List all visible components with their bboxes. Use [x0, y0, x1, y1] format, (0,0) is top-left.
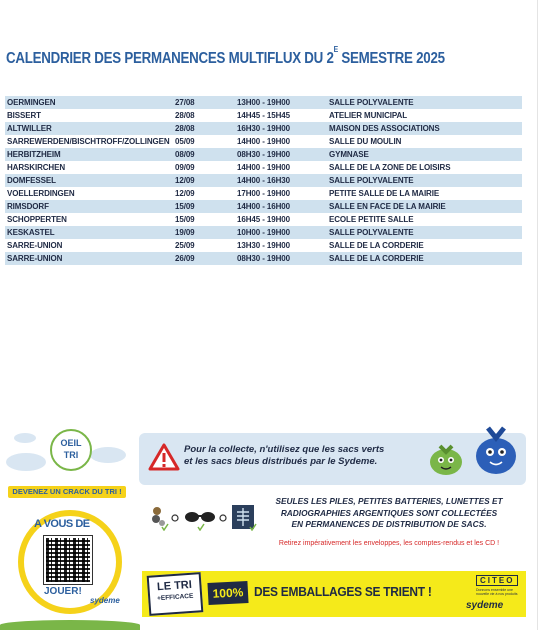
schedule-date: 09/09 — [173, 161, 235, 174]
grass-decoration — [0, 620, 140, 630]
qr-code-icon[interactable] — [44, 536, 92, 584]
schedule-date: 12/09 — [173, 187, 235, 200]
schedule-hours: 10H00 - 19H00 — [235, 226, 327, 239]
schedule-row — [5, 252, 522, 265]
retirez-warning: Retirez impérativement les enveloppes, les comptes-rendus et les CD ! — [278, 540, 500, 547]
title-superscript: E — [333, 45, 338, 54]
notice-line-1: Pour la collecte, n'utilisez que les sacs verts — [184, 444, 385, 455]
schedule-hours: 16H45 - 19H00 — [235, 213, 327, 226]
cloud-icon — [90, 447, 126, 463]
avous-title: A VOUS DE — [34, 518, 90, 530]
schedule-table — [5, 96, 522, 265]
schedule-city: BISSERT — [5, 109, 173, 122]
schedule-row — [5, 96, 522, 109]
schedule-city: SARREWERDEN/BISCHTROFF/ZOLLINGEN — [5, 135, 173, 148]
schedule-date: 08/09 — [173, 148, 235, 161]
schedule-hours: 14H00 - 16H30 — [235, 174, 327, 187]
cloud-icon — [6, 453, 46, 471]
schedule-hours: 14H00 - 19H00 — [235, 161, 327, 174]
schedule-date: 28/08 — [173, 122, 235, 135]
schedule-date: 05/09 — [173, 135, 235, 148]
game-qr-section — [4, 500, 138, 622]
schedule-city: SARRE-UNION — [5, 239, 173, 252]
schedule-date: 26/09 — [173, 252, 235, 265]
schedule-date: 25/09 — [173, 239, 235, 252]
sydeme-logo-banner: sydeme — [466, 600, 504, 611]
tri-label: TRI — [63, 450, 79, 460]
warning-triangle-icon — [148, 443, 180, 471]
crack-du-tri-banner: DEVENEZ UN CRACK DU TRI ! — [8, 486, 126, 498]
schedule-city: RIMSDORF — [5, 200, 173, 213]
page-title — [6, 45, 453, 68]
schedule-row — [5, 187, 522, 200]
oeil-label: OEIL — [60, 438, 82, 448]
title-main: CALENDRIER DES PERMANENCES MULTIFLUX DU 2 — [6, 50, 334, 68]
citeo-tagline: Donnons ensemble une nouvelle vie à nos produits — [476, 588, 518, 596]
schedule-city: HARSKIRCHEN — [5, 161, 173, 174]
schedule-hours: 14H00 - 19H00 — [235, 135, 327, 148]
schedule-date: 15/09 — [173, 200, 235, 213]
battery-icon — [152, 507, 165, 526]
efficace-label: +EFFICACE — [156, 592, 194, 603]
schedule-hours: 14H00 - 16H00 — [235, 200, 327, 213]
percent-badge: 100% — [207, 581, 248, 605]
schedule-hours: 13H00 - 19H00 — [235, 96, 327, 109]
schedule-city: VOELLERDINGEN — [5, 187, 173, 200]
collected-items-icons — [148, 503, 258, 531]
schedule-place: SALLE DE LA CORDERIE — [327, 252, 522, 265]
sydeme-logo: sydeme — [90, 596, 120, 605]
schedule-city: KESKASTEL — [5, 226, 173, 239]
schedule-place: PETITE SALLE DE LA MAIRIE — [327, 187, 522, 200]
title-end: SEMESTRE 2025 — [337, 50, 445, 68]
schedule-date: 27/08 — [173, 96, 235, 109]
schedule-row — [5, 213, 522, 226]
xray-icon — [232, 505, 254, 529]
schedule-city: SARRE-UNION — [5, 252, 173, 265]
schedule-row — [5, 226, 522, 239]
collected-items-text — [258, 496, 520, 531]
schedule-place: MAISON DES ASSOCIATIONS — [327, 122, 522, 135]
schedule-place: SALLE POLYVALENTE — [327, 226, 522, 239]
schedule-place: SALLE POLYVALENTE — [327, 96, 522, 109]
schedule-place: SALLE EN FACE DE LA MAIRIE — [327, 200, 522, 213]
items-line-2: RADIOGRAPHIES ARGENTIQUES SONT COLLECTÉES — [280, 507, 498, 518]
schedule-place: SALLE DE LA CORDERIE — [327, 239, 522, 252]
schedule-date: 19/09 — [173, 226, 235, 239]
schedule-row — [5, 109, 522, 122]
schedule-row — [5, 122, 522, 135]
schedule-place: SALLE DE LA ZONE DE LOISIRS — [327, 161, 522, 174]
schedule-row — [5, 135, 522, 148]
cloud-icon — [14, 433, 36, 443]
schedule-city: ALTWILLER — [5, 122, 173, 135]
items-line-3: EN PERMANENCES DE DISTRIBUTION DE SACS. — [291, 519, 487, 529]
schedule-place: SALLE POLYVALENTE — [327, 174, 522, 187]
schedule-city: SCHOPPERTEN — [5, 213, 173, 226]
notice-line-2: et les sacs bleus distribués par le Sydeme. — [184, 456, 378, 467]
schedule-row — [5, 239, 522, 252]
green-bag-mascot-icon — [426, 436, 466, 476]
schedule-place: SALLE DU MOULIN — [327, 135, 522, 148]
oeil-tri-logo — [50, 429, 92, 471]
schedule-hours: 13H30 - 19H00 — [235, 239, 327, 252]
schedule-hours: 16H30 - 19H00 — [235, 122, 327, 135]
glasses-icon — [185, 512, 215, 522]
schedule-date: 28/08 — [173, 109, 235, 122]
jouer-label: JOUER! — [44, 586, 82, 597]
blue-bag-mascot-icon — [470, 420, 522, 476]
schedule-city: OERMINGEN — [5, 96, 173, 109]
schedule-hours: 14H45 - 15H45 — [235, 109, 327, 122]
schedule-row — [5, 174, 522, 187]
schedule-row — [5, 200, 522, 213]
emballages-slogan: DES EMBALLAGES SE TRIENT ! — [254, 584, 432, 599]
schedule-place: ECOLE PETITE SALLE — [327, 213, 522, 226]
schedule-date: 12/09 — [173, 174, 235, 187]
items-line-1: SEULES LES PILES, PETITES BATTERIES, LUNETTES ET — [275, 496, 503, 506]
schedule-hours: 08H30 - 19H00 — [235, 252, 327, 265]
le-tri-logo — [147, 572, 204, 616]
notice-text — [184, 444, 420, 468]
schedule-row — [5, 161, 522, 174]
schedule-date: 15/09 — [173, 213, 235, 226]
schedule-hours: 08H30 - 19H00 — [235, 148, 327, 161]
citeo-logo: CITEO — [476, 575, 518, 586]
schedule-city: HERBITZHEIM — [5, 148, 173, 161]
le-tri-label: LE TRI — [156, 578, 193, 594]
oeil-tri-illustration — [4, 425, 130, 487]
schedule-row — [5, 148, 522, 161]
schedule-place: GYMNASE — [327, 148, 522, 161]
schedule-place: ATELIER MUNICIPAL — [327, 109, 522, 122]
schedule-hours: 17H00 - 19H00 — [235, 187, 327, 200]
schedule-city: DOMFESSEL — [5, 174, 173, 187]
